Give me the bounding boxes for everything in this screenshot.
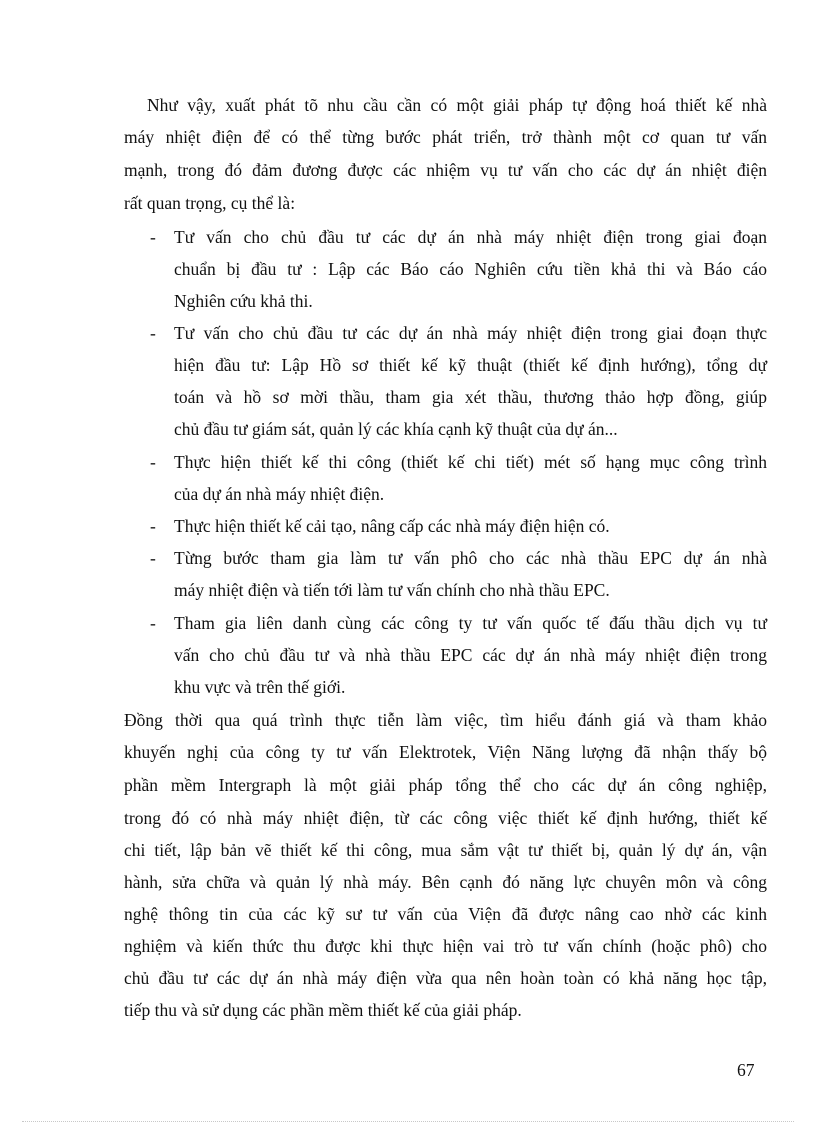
bullet-line: Thực hiện thiết kế cải tạo, nâng cấp các nhà máy điện hiện có. (174, 516, 610, 536)
bullet-line: vấn cho chủ đầu tư và nhà thầu EPC các dự án nhà máy nhiệt điện trong (174, 645, 767, 665)
intro-line: mạnh, trong đó đảm đương được các nhiệm vụ tư vấn cho các dự án nhiệt điện (124, 160, 767, 180)
bullet-marker: - (150, 613, 156, 633)
bullet-line: Thực hiện thiết kế thi công (thiết kế chi tiết) mét số hạng mục công trình (174, 452, 767, 472)
closing-line: chi tiết, lập bản vẽ thiết kế thi công, mua sắm vật tư thiết bị, quản lý dự án, vận (124, 840, 767, 860)
closing-line: phần mềm Intergraph là một giải pháp tổng thể cho các dự án công nghiệp, (124, 775, 767, 795)
closing-line: trong đó có nhà máy nhiệt điện, từ các công việc thiết kế định hướng, thiết kế (124, 808, 767, 828)
bullet-line: Tư vấn cho chủ đầu tư các dự án nhà máy nhiệt điện trong giai đoạn (174, 227, 767, 247)
closing-line: Đồng thời qua quá trình thực tiễn làm việc, tìm hiểu đánh giá và tham khảo (124, 710, 767, 730)
closing-line: chủ đầu tư các dự án nhà máy điện vừa qua nên hoàn toàn có khả năng học tập, (124, 968, 767, 988)
bullet-marker: - (150, 227, 156, 247)
bullet-marker: - (150, 323, 156, 343)
intro-line: rất quan trọng, cụ thể là: (124, 193, 296, 213)
bullet-line: chuẩn bị đầu tư : Lập các Báo cáo Nghiên cứu tiền khả thi và Báo cáo (174, 259, 767, 279)
bullet-line: Nghiên cứu khả thi. (174, 291, 313, 311)
intro-line: Như vậy, xuất phát tõ nhu cầu cần có một giải pháp tự động hoá thiết kế nhà (147, 95, 767, 115)
closing-line: nghiệm và kiến thức thu được khi thực hiện vai trò tư vấn chính (hoặc phô) cho (124, 936, 767, 956)
bullet-line: Tư vấn cho chủ đầu tư các dự án nhà máy nhiệt điện trong giai đoạn thực (174, 323, 767, 343)
closing-line: tiếp thu và sử dụng các phần mềm thiết kế của giải pháp. (124, 1000, 522, 1020)
intro-line: máy nhiệt điện để có thể từng bước phát triển, trở thành một cơ quan tư vấn (124, 127, 767, 147)
closing-line: khuyến nghị của công ty tư vấn Elektrotek, Viện Năng lượng đã nhận thấy bộ (124, 742, 767, 762)
closing-line: hành, sửa chữa và quản lý nhà máy. Bên cạnh đó năng lực chuyên môn và công (124, 872, 767, 892)
bullet-line: Từng bước tham gia làm tư vấn phô cho các nhà thầu EPC dự án nhà (174, 548, 767, 568)
bullet-line: của dự án nhà máy nhiệt điện. (174, 484, 385, 504)
bullet-marker: - (150, 516, 156, 536)
footer-divider (22, 1121, 794, 1122)
bullet-line: máy nhiệt điện và tiến tới làm tư vấn chính cho nhà thầu EPC. (174, 580, 610, 600)
bullet-line: chủ đầu tư giám sát, quản lý các khía cạnh kỹ thuật của dự án... (174, 419, 618, 439)
bullet-line: khu vực và trên thế giới. (174, 677, 346, 697)
bullet-line: Tham gia liên danh cùng các công ty tư vấn quốc tế đấu thầu dịch vụ tư (174, 613, 767, 633)
bullet-line: toán và hồ sơ mời thầu, tham gia xét thầu, thương thảo hợp đồng, giúp (174, 387, 767, 407)
bullet-marker: - (150, 452, 156, 472)
closing-line: nghệ thông tin của các kỹ sư tư vấn của Viện đã được nâng cao nhờ các kinh (124, 904, 767, 924)
page-number: 67 (737, 1060, 755, 1080)
bullet-line: hiện đầu tư: Lập Hồ sơ thiết kế kỹ thuật (thiết kế định hướng), tổng dự (174, 355, 767, 375)
bullet-marker: - (150, 548, 156, 568)
